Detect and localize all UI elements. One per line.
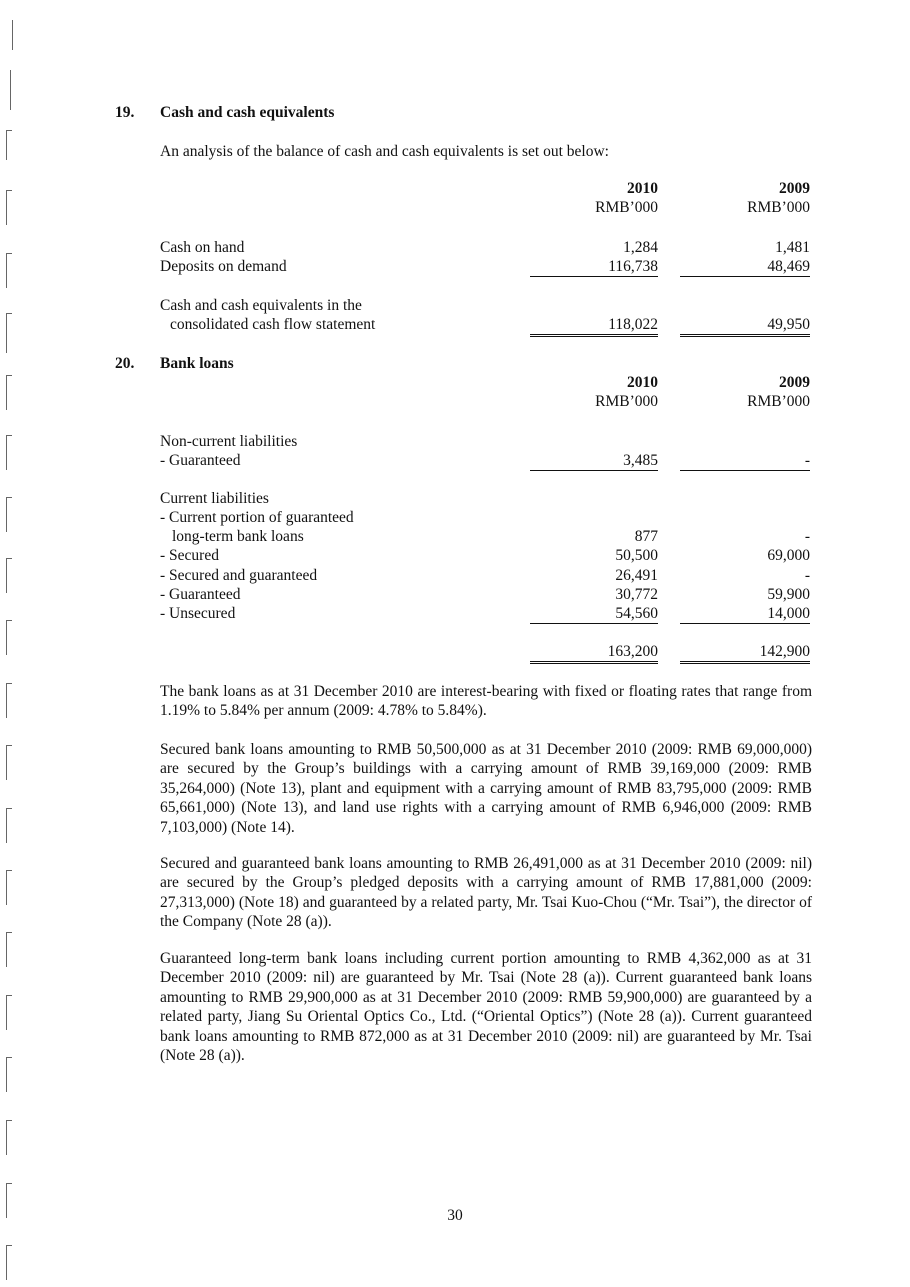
s20-unit-2009: RMB’000	[747, 393, 810, 410]
s20-current-portion-label: - Current portion of guaranteed	[160, 509, 354, 526]
s20-noncurrent-label: - Guaranteed	[160, 452, 241, 469]
s20-noncurrent-heading: Non-current liabilities	[160, 433, 298, 450]
s20-current-row-2009: -	[804, 528, 810, 545]
s19-unit-2010: RMB’000	[595, 199, 658, 216]
s20-paragraph: Secured and guaranteed bank loans amounting to RMB 26,491,000 as at 31 December 2010 (2009: nil) are secured by the Group’s pledged deposits with a carrying amount of RMB 17,881,000 (2009: 27,313,000) (Note 18) and guaranteed by a related party, Mr. Tsai Kuo-Chou (“Mr. Tsai”), the director of the Company (Note 28 (a)).	[160, 855, 812, 931]
section-19-title: Cash and cash equivalents	[160, 104, 335, 121]
s20-paragraph: Guaranteed long-term bank loans including current portion amounting to RMB 4,362,000 as at 31 December 2010 (2009: nil) are guaranteed by Mr. Tsai (Note 28 (a)). Current guaranteed bank loans amounting to RMB 29,900,000 as at 31 December 2010 (2009: RMB 59,900,000) are guaranteed by a related party, Jiang Su Oriental Optics Co., Ltd. (“Oriental Optics”) (Note 28 (a)). Current guaranteed bank loans amounting to RMB 872,000 as at 31 December 2010 (2009: nil) are guaranteed by Mr. Tsai (Note 28 (a)).	[160, 950, 812, 1065]
s19-header-2010: 2010	[627, 180, 658, 197]
s19-row-value-2010: 1,284	[623, 239, 658, 256]
s20-noncurrent-2010: 3,485	[530, 451, 658, 471]
s20-current-row-2010: 50,500	[615, 547, 658, 564]
s19-row-value-2009: 1,481	[775, 239, 810, 256]
s20-current-row-2010: 877	[634, 528, 658, 545]
section-19-number: 19.	[115, 104, 135, 121]
s19-row-value-2010: 116,738	[530, 257, 658, 277]
s20-current-row-label: - Secured and guaranteed	[160, 567, 318, 584]
s19-total-label: Cash and cash equivalents in the	[160, 297, 362, 314]
s19-header-2009: 2009	[779, 180, 810, 197]
s19-total-2009: 49,950	[680, 315, 810, 337]
s20-current-row-2010: 26,491	[615, 567, 658, 584]
s20-current-heading: Current liabilities	[160, 490, 269, 507]
s20-current-row-label: - Guaranteed	[160, 586, 241, 603]
s20-total-2010: 163,200	[530, 642, 658, 664]
section-20-number: 20.	[115, 355, 135, 372]
s19-unit-2009: RMB’000	[747, 199, 810, 216]
s20-current-row-label: long-term bank loans	[172, 528, 304, 545]
s20-noncurrent-2009: -	[680, 451, 810, 471]
s20-unit-2010: RMB’000	[595, 393, 658, 410]
s20-current-row-2010: 54,560	[530, 604, 658, 624]
section-19-intro: An analysis of the balance of cash and cash equivalents is set out below:	[160, 143, 609, 160]
s20-current-row-2009: -	[804, 567, 810, 584]
s19-row-label: Deposits on demand	[160, 258, 287, 275]
s20-total-2009: 142,900	[680, 642, 810, 664]
s20-current-row-2009: 59,900	[767, 586, 810, 603]
s20-current-row-2009: 14,000	[680, 604, 810, 624]
s19-row-label: Cash on hand	[160, 239, 245, 256]
s19-total-label-cont: consolidated cash flow statement	[170, 316, 376, 333]
s20-header-2009: 2009	[779, 374, 810, 391]
s20-current-row-2010: 30,772	[615, 586, 658, 603]
section-20-title: Bank loans	[160, 355, 234, 372]
s19-total-2010: 118,022	[530, 315, 658, 337]
page-number: 30	[447, 1207, 463, 1224]
s20-paragraph: Secured bank loans amounting to RMB 50,500,000 as at 31 December 2010 (2009: RMB 69,000,000) are secured by the Group’s buildings with a carrying amount of RMB 39,169,000 (2009: RMB 35,264,000) (Note 13), plant and equipment with a carrying amount of RMB 83,795,000 (2009: RMB 65,661,000) (Note 13), and land use rights with a carrying amount of RMB 6,946,000 (2009: RMB 7,103,000) (Note 14).	[160, 741, 812, 836]
s20-current-row-label: - Secured	[160, 547, 219, 564]
s19-row-value-2009: 48,469	[680, 257, 810, 277]
s20-paragraph: The bank loans as at 31 December 2010 are interest-bearing with fixed or floating rates that range from 1.19% to 5.84% per annum (2009: 4.78% to 5.84%).	[160, 683, 812, 720]
s20-current-row-label: - Unsecured	[160, 605, 236, 622]
s20-current-row-2009: 69,000	[767, 547, 810, 564]
s20-header-2010: 2010	[627, 374, 658, 391]
